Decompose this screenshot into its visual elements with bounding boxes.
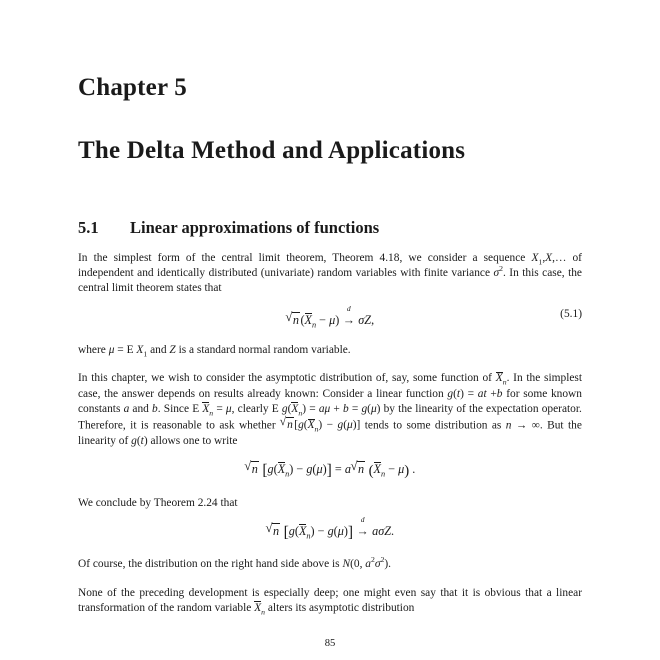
text-run: function (405, 387, 448, 400)
text-run: We conclude by Theorem 2.24 that (78, 496, 238, 509)
math-inline-sequence: $X_1,X,\dots$ (531, 252, 567, 267)
math-inline-amu-b: aμ + b = g(μ) (318, 402, 381, 415)
math-inline-xbar: $X_n$ (254, 601, 266, 617)
math-inline-xbar: $X_n$ (495, 372, 507, 387)
text-run: , clearly (231, 402, 272, 415)
page-number: 85 (324, 638, 336, 649)
text-run: that a linear transformation of the random variable (78, 586, 582, 614)
math-inline-g-of-t: g(t) (131, 434, 148, 447)
chapter-title: The Delta Method and Applications (78, 136, 466, 164)
math-inline-normal-dist: N(0, $a^2\sigma^2$) (342, 555, 389, 571)
text-run: Of course, the distribution on the right hand side above is (78, 558, 343, 571)
section-number: 5.1 (78, 218, 99, 238)
sqrt-n: √ n (245, 461, 259, 478)
equation-number: (5.1) (560, 308, 582, 321)
math-inline-b: b (152, 402, 158, 415)
equation-body: √ n $[g(X_n) - g(\mu)]$ d → aσZ. (266, 524, 394, 538)
text-run: and (147, 344, 170, 357)
math-inline-a: a (123, 402, 130, 415)
display-equation-5-1 (78, 297, 582, 333)
text-run: tends to some distribution as (360, 419, 506, 432)
math-inline-sqrtn-g-diff: √ n $[g(X_n) - g(\mu)]$ (280, 419, 360, 431)
x-bar: X (277, 462, 286, 477)
x-bar: X (254, 601, 262, 614)
text-run: None of the preceding development is especially deep; one might even say that it is obvious (78, 586, 521, 599)
x-bar: X (307, 419, 315, 432)
paragraph-of-course (78, 546, 582, 572)
sqrt-n: √ n (351, 461, 365, 478)
text-run: whether (238, 419, 281, 432)
equation-body: √ n $(X_n - \mu)$ d → σZ, (286, 313, 374, 327)
x-bar: X (373, 462, 381, 477)
x-bar: X (291, 402, 299, 415)
text-run: In this chapter, we wish to consider the asymptotic distribution of, say, some function of (78, 372, 492, 385)
section-title: Linear approximations of functions (130, 218, 380, 238)
sqrt-n: √ n (280, 417, 294, 434)
paragraph-intro (78, 238, 582, 297)
sqrt-n: √ n (266, 523, 280, 540)
equation-body: √ n $[g(X_n) - g(\mu)] = a$ √ n $(X_n - \mu)$ . (245, 462, 416, 476)
text-run: finite variance (423, 267, 494, 280)
text-run: . (388, 558, 392, 571)
x-bar: X (495, 372, 503, 385)
x-bar: X (304, 313, 312, 328)
display-equation-convergence (78, 511, 582, 547)
math-inline-expectation-g: E $g(X_n)$ = (271, 402, 316, 418)
document-page (78, 0, 582, 660)
text-run: by the linearity of the expectation operator. Therefore, it is reasonable to ask (78, 402, 582, 432)
x-bar: X (298, 524, 307, 539)
text-run: of independent and identically distributed (univariate) random variables with (78, 252, 582, 280)
paragraph-conclude (78, 485, 582, 511)
text-run: alters its asymptotic distribution (265, 601, 415, 614)
paragraph-where (78, 332, 582, 358)
display-equation-linearity (78, 449, 582, 485)
math-inline-n-to-infinity: n → ∞ (505, 419, 540, 432)
math-inline-expectation-xbar: E $X_n = \mu$ (192, 402, 232, 418)
text-run: for some known constants (78, 387, 582, 415)
text-run: . Since (157, 402, 193, 415)
text-run: In the simplest form of the central limit theorem, Theorem 4.18, we consider a sequence (78, 252, 526, 265)
text-run: is a standard normal random variable. (175, 344, 351, 357)
convergence-in-distribution-arrow: d → (356, 514, 369, 539)
math-inline-Z: Z (169, 344, 176, 357)
text-run: . But the linearity of (78, 419, 582, 447)
math-inline-linear-fn: g(t) = at +b (447, 387, 503, 400)
x-bar: X (202, 402, 210, 415)
text-run: where (78, 344, 109, 357)
text-run: and (129, 402, 153, 415)
convergence-in-distribution-arrow: d → (342, 303, 355, 328)
paragraph-none-preceding (78, 573, 582, 616)
text-run: . In the simplest case, the answer depends on results already known: Consider a linear (78, 372, 583, 400)
text-run: allows one to write (150, 434, 238, 447)
paragraph-chapter-overview (78, 358, 582, 449)
text-run: . In this case, the central limit theorem states that (78, 267, 582, 295)
sqrt-n: √ n (286, 312, 300, 329)
math-inline-variance: $\sigma^2$ (493, 264, 503, 280)
math-inline-mu-def: μ = E $X_1$ (108, 344, 148, 359)
section-heading (78, 165, 582, 238)
chapter-number: Chapter 5 (78, 74, 187, 101)
